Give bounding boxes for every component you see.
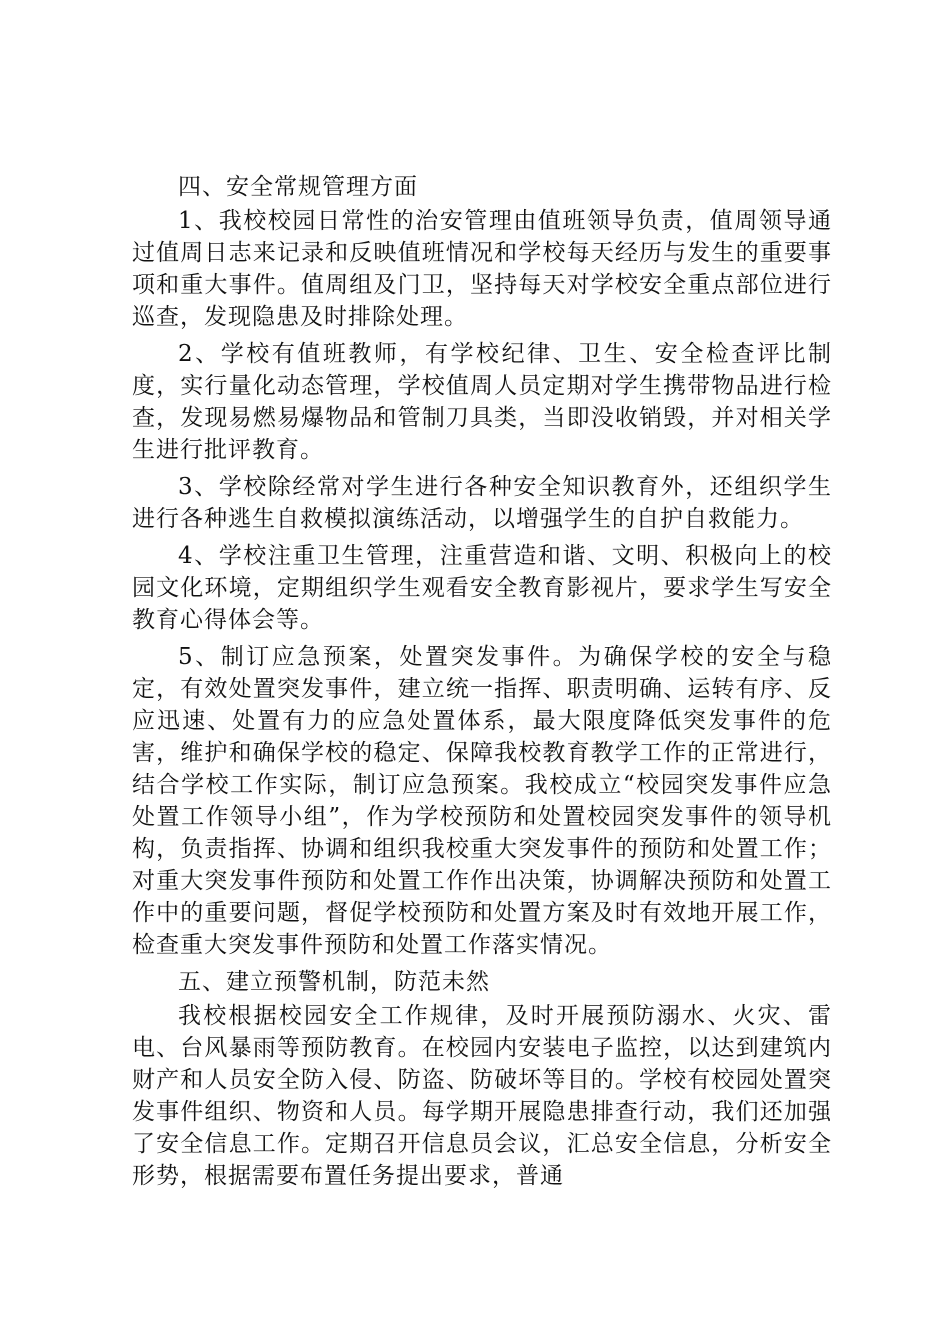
section-heading-4: 四、安全常规管理方面 — [178, 174, 418, 200]
paragraph-1: 1、我校校园日常性的治安管理由值班领导负责，值周领导通过值周日志来记录和反映值班情况和学校每天经历与发生的重要事项和重大事件。值周组及门卫，坚持每天对学校安全重点部位进行巡查，发现隐患及时排除处理。 — [132, 208, 832, 330]
paragraph-5: 5、制订应急预案，处置突发事件。为确保学校的安全与稳定，有效处置突发事件，建立统一指挥、职责明确、运转有序、反应迅速、处置有力的应急处置体系，最大限度降低突发事件的危害，维护和确保学校的稳定、保障我校教育教学工作的正常进行，结合学校工作实际，制订应急预案。我校成立“校园突发事件应急处置工作领导小组”，作为学校预防和处置校园突发事件的领导机构，负责指挥、协调和组织我校重大突发事件的预防和处置工作；对重大突发事件预防和处置工作作出决策，协调解决预防和处置工作中的重要问题，督促学校预防和处置方案及时有效地开展工作，检查重大突发事件预防和处置工作落实情况。 — [132, 644, 832, 958]
paragraph-3: 3、学校除经常对学生进行各种安全知识教育外，还组织学生进行各种逃生自救模拟演练活动，以增强学生的自护自救能力。 — [132, 474, 832, 532]
section-heading-5: 五、建立预警机制，防范未然 — [178, 969, 490, 995]
document-body — [132, 171, 832, 1197]
paragraph-6: 我校根据校园安全工作规律，及时开展预防溺水、火灾、雷电、台风暴雨等预防教育。在校园内安装电子监控，以达到建筑内财产和人员安全防入侵、防盗、防破坏等目的。学校有校园处置突发事件组织、物资和人员。每学期开展隐患排查行动，我们还加强了安全信息工作。定期召开信息员会议，汇总安全信息，分析安全形势，根据需要布置任务提出要求，普通 — [132, 1003, 832, 1189]
paragraph-4: 4、学校注重卫生管理，注重营造和谐、文明、积极向上的校园文化环境，定期组织学生观看安全教育影视片，要求学生写安全教育心得体会等。 — [132, 543, 832, 633]
paragraph-2: 2、学校有值班教师，有学校纪律、卫生、安全检查评比制度，实行量化动态管理，学校值周人员定期对学生携带物品进行检查，发现易燃易爆物品和管制刀具类，当即没收销毁，并对相关学生进行批评教育。 — [132, 341, 832, 463]
